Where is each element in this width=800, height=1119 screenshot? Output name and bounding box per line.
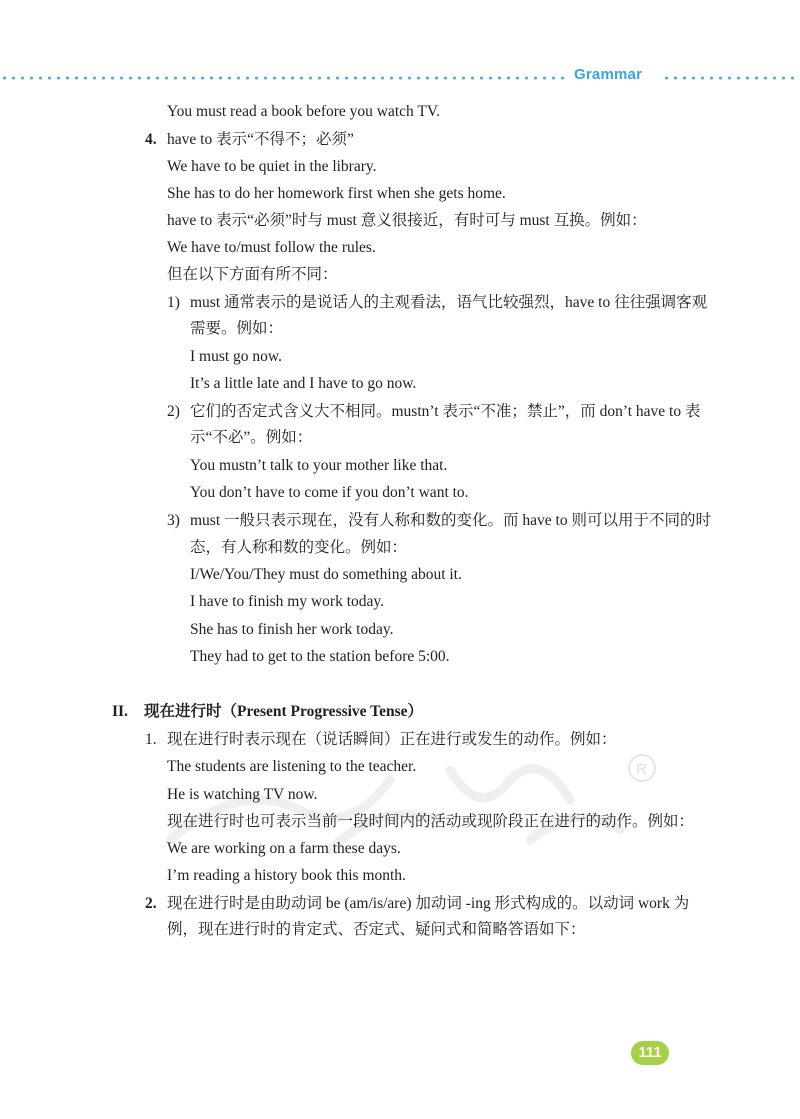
example-sentence: We have to be quiet in the library. <box>167 158 377 175</box>
rule-text: must 通常表示的是说话人的主观看法，语气比较强烈，have to 往往强调客观 <box>190 294 708 311</box>
svg-text:R: R <box>636 761 647 778</box>
rule-text: have to 表示“不得不；必须” <box>167 131 354 148</box>
example-sentence: You mustn’t talk to your mother like that. <box>190 457 448 474</box>
rule-text: 需要。例如： <box>190 320 284 337</box>
header-title: Grammar <box>574 66 643 83</box>
rule-text: have to 表示“必须”时与 must 意义很接近，有时可与 must 互换。例如： <box>167 212 647 229</box>
rule-text: 态，有人称和数的变化。例如： <box>190 539 408 556</box>
sub-item-number: 1) <box>167 294 180 311</box>
example-sentence: We are working on a farm these days. <box>167 840 401 857</box>
sub-item-number: 2) <box>167 403 180 420</box>
rule-text: 例，现在进行时的肯定式、否定式、疑问式和简略答语如下： <box>167 921 586 938</box>
example-sentence: The students are listening to the teacher. <box>167 758 417 775</box>
example-sentence: I’m reading a history book this month. <box>167 867 406 884</box>
rule-text: 现在进行时表示现在（说话瞬间）正在进行或发生的动作。例如： <box>167 731 617 748</box>
rule-text: 它们的否定式含义大不相同。mustn’t 表示“不准；禁止”，而 don’t have to 表 <box>190 403 701 420</box>
example-sentence: I have to finish my work today. <box>190 593 384 610</box>
section-number: II. <box>112 703 128 720</box>
page-number-badge: 111 <box>631 1041 669 1065</box>
example-sentence: It’s a little late and I have to go now. <box>190 375 417 392</box>
rule-text: 但在以下方面有所不同： <box>167 266 338 283</box>
header-dot-rule-right <box>662 76 800 80</box>
example-sentence: She has to do her homework first when she gets home. <box>167 185 506 202</box>
example-sentence: You must read a book before you watch TV. <box>167 103 440 120</box>
rule-text: must 一般只表示现在，没有人称和数的变化。而 have to 则可以用于不同的时 <box>190 512 711 529</box>
item-number: 2. <box>145 895 157 912</box>
rule-text: 示“不必”。例如： <box>190 429 313 446</box>
example-sentence: I/We/You/They must do something about it. <box>190 566 462 583</box>
section-heading: 现在进行时（Present Progressive Tense） <box>144 703 423 720</box>
item-number: 1. <box>145 731 157 748</box>
page-header <box>0 66 800 88</box>
rule-text: 现在进行时是由助动词 be (am/is/are) 加动词 -ing 形式构成的。以动词 work 为 <box>167 895 690 912</box>
example-sentence: She has to finish her work today. <box>190 621 394 638</box>
rule-text: 现在进行时也可表示当前一段时间内的活动或现阶段正在进行的动作。例如： <box>167 813 695 830</box>
item-number: 4. <box>145 131 157 148</box>
example-sentence: They had to get to the station before 5:00. <box>190 648 450 665</box>
header-dot-rule-left <box>0 76 566 80</box>
example-sentence: I must go now. <box>190 348 282 365</box>
example-sentence: He is watching TV now. <box>167 786 318 803</box>
example-sentence: You don’t have to come if you don’t want to. <box>190 484 469 501</box>
example-sentence: We have to/must follow the rules. <box>167 239 376 256</box>
sub-item-number: 3) <box>167 512 180 529</box>
